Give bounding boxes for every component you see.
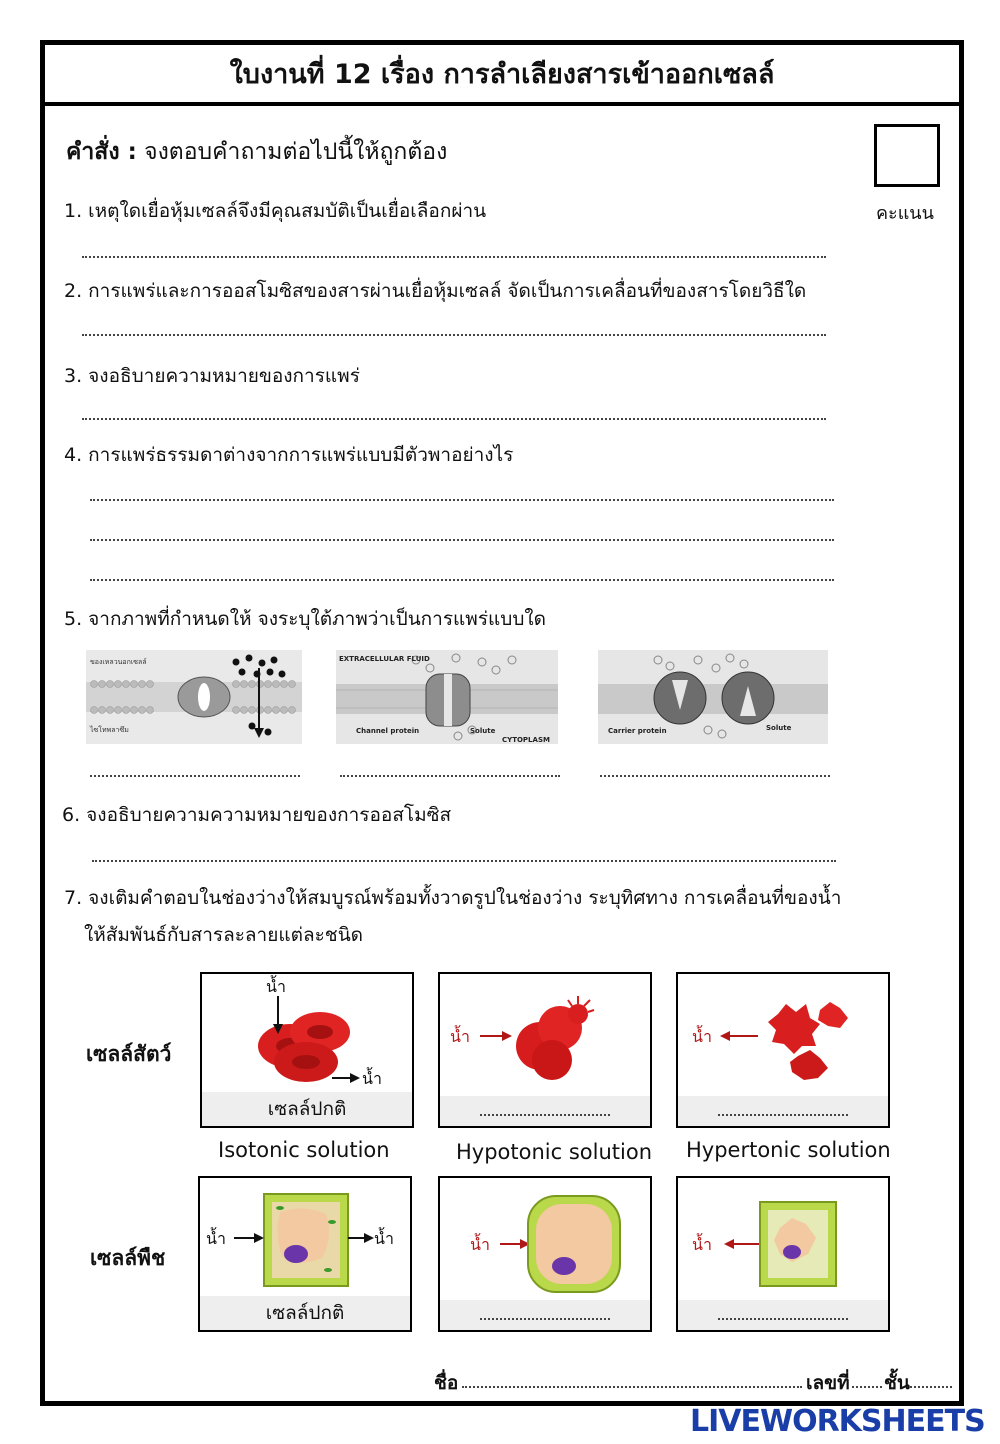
- water-label-hyper-animal: น้ำ: [692, 1027, 712, 1046]
- rbc-shrunken-image: [678, 974, 888, 1100]
- d2-cytoplasm-label: CYTOPLASM: [502, 736, 550, 744]
- plant-cell-swollen-image: [440, 1178, 650, 1302]
- plant-hypertonic-box: [676, 1176, 890, 1332]
- normal-cell-caption-plant: เซลล์ปกติ: [200, 1296, 410, 1330]
- answer-line-6[interactable]: [92, 860, 836, 862]
- question-7-line2: ให้สัมพันธ์กับสารละลายแต่ละชนิด: [84, 924, 364, 946]
- class-field[interactable]: [910, 1386, 952, 1388]
- d2-fluid-label: EXTRACELLULAR FLUID: [339, 655, 430, 663]
- footer-class-label: ชั้น: [884, 1372, 910, 1394]
- water-label-left-plant: น้ำ: [206, 1229, 226, 1248]
- carrier-protein-diagram: [598, 650, 828, 744]
- simple-diffusion-diagram: [86, 650, 302, 744]
- water-label-top: น้ำ: [266, 977, 286, 996]
- animal-isotonic-box: [200, 972, 414, 1128]
- rbc-normal-image: [202, 974, 412, 1094]
- question-7: 7. จงเติมคำตอบในช่องว่างให้สมบูรณ์พร้อมทั้งวาดรูปในช่องว่าง ระบุทิศทาง การเคลื่อนที่ของน้ำ: [64, 887, 842, 909]
- worksheet-title: ใบงานที่ 12 เรื่อง การลำเลียงสารเข้าออกเซลล์: [44, 44, 960, 106]
- answer-line-4a[interactable]: [90, 499, 834, 501]
- row-label-plant: เซลล์พืช: [90, 1246, 166, 1270]
- water-label-hypo-plant: น้ำ: [470, 1235, 490, 1254]
- d2-channel-label: Channel protein: [356, 727, 420, 735]
- water-label-right: น้ำ: [362, 1069, 382, 1088]
- footer-name-label: ชื่อ: [434, 1372, 459, 1394]
- answer-hyper-plant[interactable]: [678, 1300, 888, 1330]
- solution-isotonic: Isotonic solution: [218, 1138, 390, 1162]
- liveworksheets-logo: [690, 1404, 985, 1439]
- instruction-label: คำสั่ง :: [66, 139, 137, 165]
- question-6: 6. จงอธิบายความความหมายของการออสโมซิส: [62, 804, 452, 826]
- answer-line-5b[interactable]: [340, 775, 560, 777]
- plant-isotonic-box: [198, 1176, 412, 1332]
- solution-hypertonic: Hypertonic solution: [686, 1138, 891, 1162]
- answer-line-2[interactable]: [82, 334, 826, 336]
- d3-carrier-label: Carrier protein: [608, 727, 667, 735]
- question-3: 3. จงอธิบายความหมายของการแพร่: [64, 365, 360, 387]
- question-4: 4. การแพร่ธรรมดาต่างจากการแพร่แบบมีตัวพาอย่างไร: [64, 444, 514, 466]
- answer-hypo-plant[interactable]: [440, 1300, 650, 1330]
- plant-cell-normal-image: [200, 1178, 410, 1302]
- water-label-right-plant: น้ำ: [374, 1229, 394, 1248]
- answer-line-3[interactable]: [82, 418, 826, 420]
- score-label: คะแนน: [876, 203, 934, 224]
- name-field[interactable]: [462, 1386, 802, 1388]
- instruction: [66, 134, 447, 170]
- plant-hypotonic-box: [438, 1176, 652, 1332]
- answer-line-4c[interactable]: [90, 579, 834, 581]
- water-label-hypo-animal: น้ำ: [450, 1027, 470, 1046]
- solution-hypotonic: Hypotonic solution: [456, 1140, 653, 1164]
- answer-hyper-animal[interactable]: [678, 1096, 888, 1126]
- answer-line-5c[interactable]: [600, 775, 830, 777]
- footer-number-label: เลขที่: [806, 1372, 850, 1394]
- answer-line-5a[interactable]: [90, 775, 300, 777]
- normal-cell-caption-animal: เซลล์ปกติ: [202, 1092, 412, 1126]
- liveworksheets-logo-text: LIVEWORKSHEETS: [690, 1404, 985, 1439]
- plant-cell-shrunken-image: [678, 1178, 888, 1302]
- channel-protein-diagram: [336, 650, 558, 744]
- score-box[interactable]: [874, 124, 940, 187]
- answer-line-1[interactable]: [82, 256, 826, 258]
- answer-hypo-animal[interactable]: [440, 1096, 650, 1126]
- d3-solute-label: Solute: [766, 724, 792, 732]
- animal-hypotonic-box: [438, 972, 652, 1128]
- question-5: 5. จากภาพที่กำหนดให้ จงระบุใต้ภาพว่าเป็นการแพร่แบบใด: [64, 608, 547, 630]
- rbc-swollen-image: [440, 974, 650, 1100]
- d1-outside-label: ของเหลวนอกเซลล์: [90, 658, 147, 666]
- d2-solute-label: Solute: [470, 727, 496, 735]
- instruction-text: จงตอบคำถามต่อไปนี้ให้ถูกต้อง: [144, 139, 448, 165]
- water-label-hyper-plant: น้ำ: [692, 1235, 712, 1254]
- question-1: 1. เหตุใดเยื่อหุ้มเซลล์จึงมีคุณสมบัติเป็นเยื่อเลือกผ่าน: [64, 200, 487, 222]
- number-field[interactable]: [852, 1386, 882, 1388]
- row-label-animal: เซลล์สัตว์: [86, 1042, 172, 1066]
- question-2: 2. การแพร่และการออสโมซิสของสารผ่านเยื่อหุ้มเซลล์ จัดเป็นการเคลื่อนที่ของสารโดยวิธีใด: [64, 280, 807, 302]
- answer-line-4b[interactable]: [90, 539, 834, 541]
- d1-inside-label: ไซโทพลาซึม: [90, 726, 129, 734]
- animal-hypertonic-box: [676, 972, 890, 1128]
